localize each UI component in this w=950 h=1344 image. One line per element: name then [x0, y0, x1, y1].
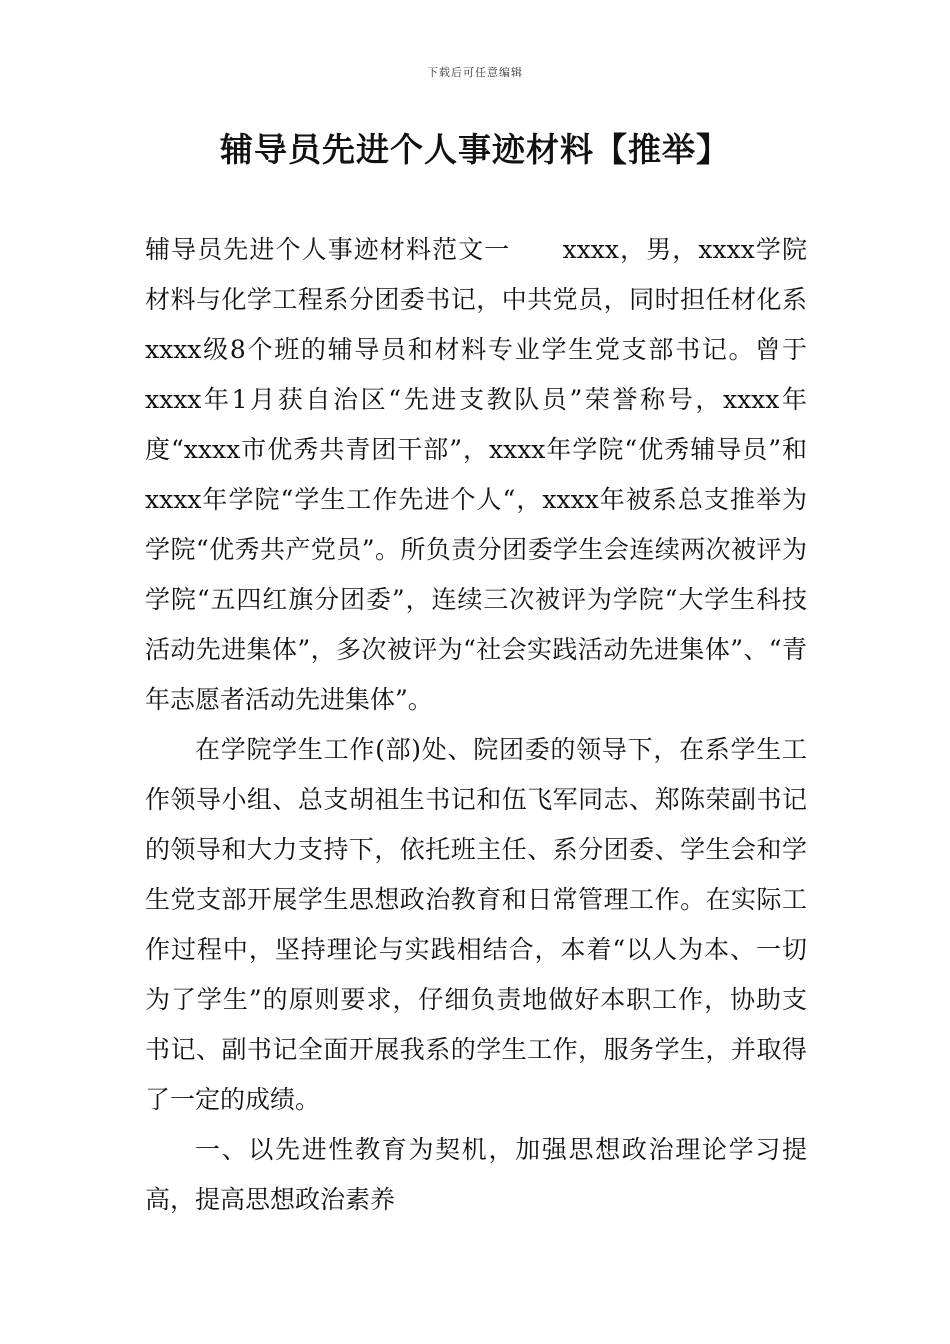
paragraph-intro: 辅导员先进个人事迹材料范文一 xxxx，男，xxxx学院材料与化学工程系分团委书记，中共党员，同时担任材化系xxxx级8个班的辅导员和材料专业学生党支部书记。曾于xxxx年1月获自治区“先进支教队员”荣誉称号，xxxx年度“xxxx市优秀共青团干部”，xxxx年学院“优秀辅导员”和xxxx年学院“学生工作先进个人“，xxxx年被系总支推举为学院“优秀共产党员”。所负责分团委学生会连续两次被评为学院“五四红旗分团委”，连续三次被评为学院“大学生科技活动先进集体”，多次被评为“社会实践活动先进集体”、“青年志愿者活动先进集体”。: [145, 235, 807, 714]
document-title: 辅导员先进个人事迹材料【推举】: [220, 130, 730, 169]
header-note: 下载后可任意编辑: [427, 66, 523, 79]
section-heading-1: 一、以先进性教育为契机，加强思想政治理论学习提高，提高思想政治素养: [145, 1135, 807, 1214]
paragraph-work-overview: 在学院学生工作(部)处、院团委的领导下，在系学生工作领导小组、总支胡祖生书记和伍飞军同志、郑陈荣副书记的领导和大力支持下，依托班主任、系分团委、学生会和学生党支部开展学生思想政治教育和日常管理工作。在实际工作过程中，坚持理论与实践相结合，本着“以人为本、一切为了学生”的原则要求，仔细负责地做好本职工作，协助支书记、副书记全面开展我系的学生工作，服务学生，并取得了一定的成绩。: [145, 735, 807, 1114]
document-body: [145, 225, 807, 1225]
